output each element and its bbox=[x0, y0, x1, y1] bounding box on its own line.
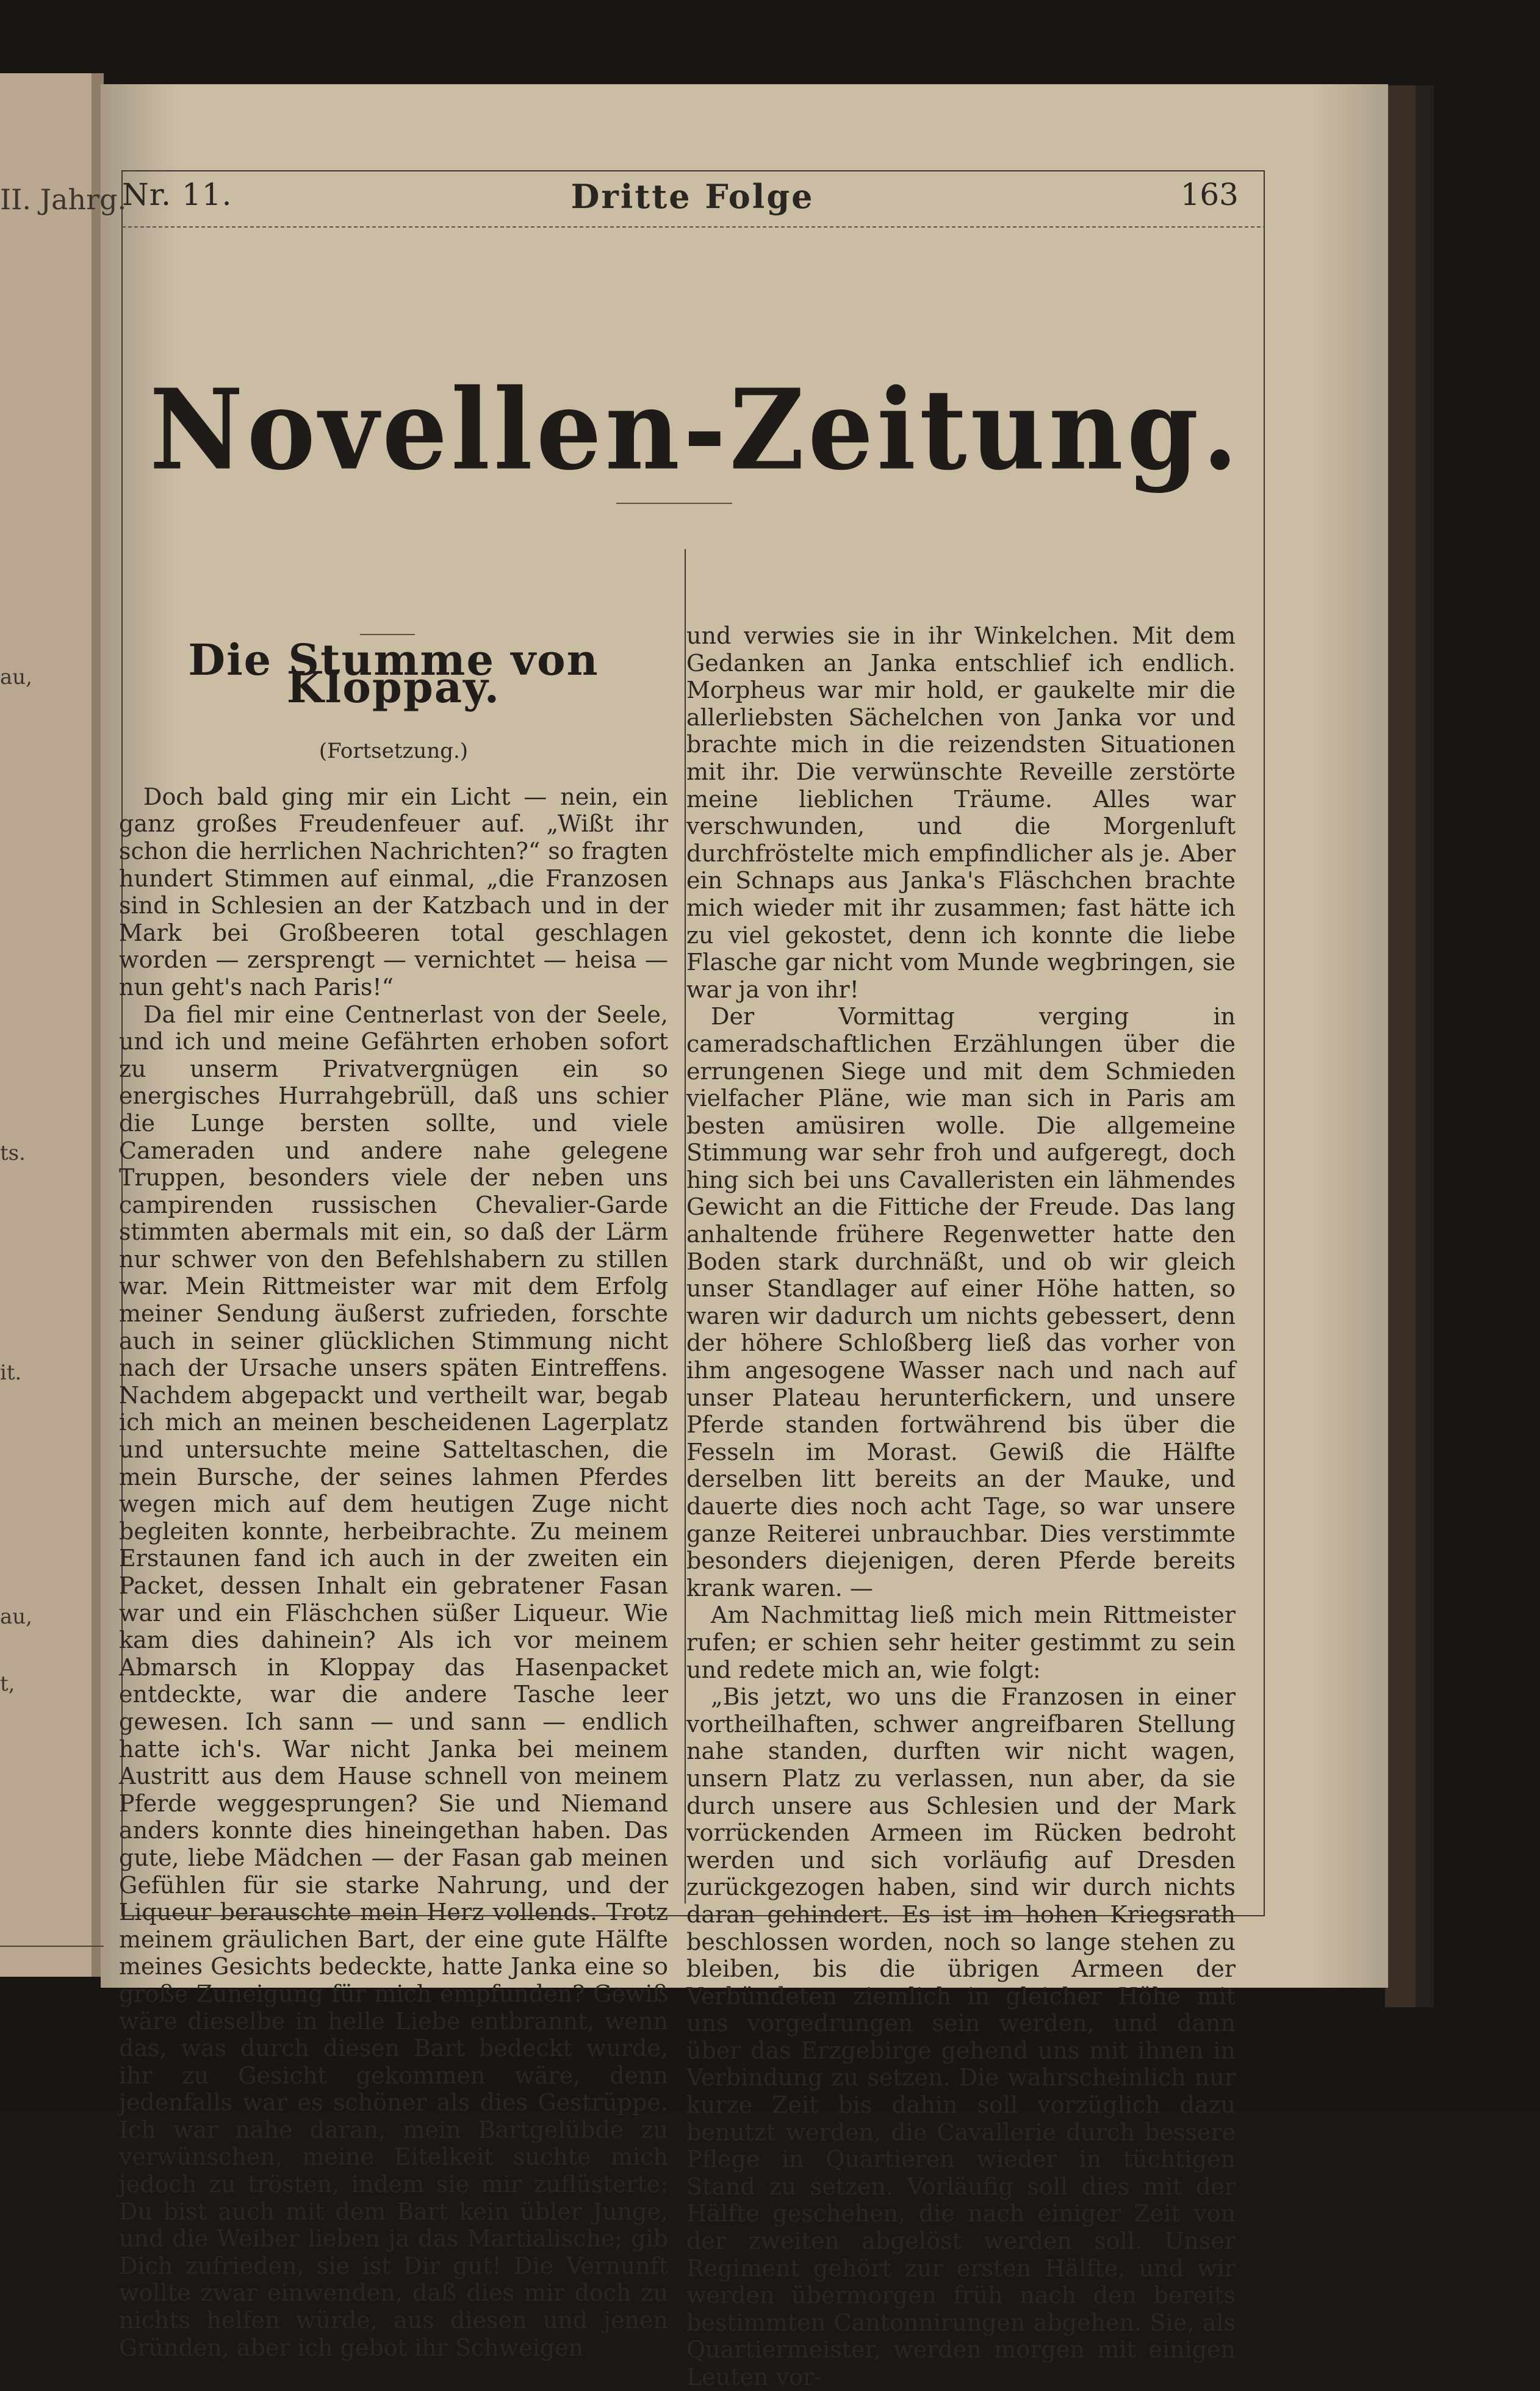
page-header bbox=[122, 177, 1263, 226]
paragraph: Doch bald ging mir ein Licht — nein, ein ganz großes Freudenfeuer auf. „Wißt ihr schon die herrlichen Nachrichten?“ so fragten hundert Stimmen auf einmal, „die Franzosen sind in Schlesien an der Katzbach und in der Mark bei Großbeeren total geschlagen worden — zersprengt — vernichtet — heisa — nun geht's nach Paris!“ bbox=[119, 783, 668, 1001]
issue-number: Nr. 11. bbox=[122, 177, 232, 212]
paragraph: Am Nachmittag ließ mich mein Rittmeister rufen; er schien sehr heiter gestimmt zu sein und redete mich an, wie folgt: bbox=[686, 1602, 1236, 1683]
paragraph: Der Vormittag verging in cameradschaftlichen Erzählungen über die errungenen Siege und mit dem Schmieden vielfacher Pläne, wie man sich in Paris am besten amüsiren wolle. Die allgemeine Stimmung war sehr froh und aufgeregt, doch hing sich bei uns Cavalleristen ein lähmendes Gewicht an die Fittiche der Freude. Das lang anhaltende frühere Regenwetter hatte den Boden stark durchnäßt, und ob wir gleich unser Standlager auf einer Höhe hatten, so waren wir dadurch um nichts gebessert, denn der höhere Schloßberg ließ das vorher von ihm angesogene Wasser nach und nach auf unser Plateau herunterfickern, und unsere Pferde standen fortwährend bis über die Fesseln im Morast. Gewiß die Hälfte derselben litt bereits an der Mauke, und dauerte dies noch acht Tage, so war unsere ganze Reiterei unbrauchbar. Dies verstimmte besonders diejenigen, deren Pferde bereits krank waren. — bbox=[686, 1003, 1236, 1602]
masthead: Novellen-Zeitung. bbox=[149, 364, 1242, 495]
facing-page bbox=[0, 73, 104, 1977]
column-right bbox=[686, 622, 1236, 2391]
paragraph: Da fiel mir eine Centnerlast von der Seele, und ich und meine Gefährten erhoben sofort zu unserm Privatvergnügen ein so energisches Hurrahgebrüll, daß uns schier die Lunge bersten sollte, und viele Cameraden und andere nahe gelegene Truppen, besonders viele der neben uns campirenden russischen Chevalier-Garde stimmten abermals mit ein, so daß der Lärm nur schwer von den Befehlshabern zu stillen war. Mein Rittmeister war mit dem Erfolg meiner Sendung äußerst zufrieden, forschte auch in seiner glücklichen Stimmung nicht nach der Ursache unsers späten Eintreffens. Nachdem abgepackt und vertheilt war, begab ich mich an meinen bescheidenen Lagerplatz und untersuchte meine Satteltaschen, die mein Bursche, der seines lahmen Pferdes wegen mich auf dem heutigen Zuge nicht begleiten konnte, herbeibrachte. Zu meinem Erstaunen fand ich auch in der zweiten ein Packet, dessen Inhalt ein gebratener Fasan war und ein Fläschchen süßer Liqueur. Wie kam dies dahinein? Als ich vor meinem Abmarsch in Kloppay das Hasenpacket entdeckte, war die andere Tasche leer gewesen. Ich sann — und sann — endlich hatte ich's. War nicht Janka bei meinem Austritt aus dem Hause schnell von meinem Pferde weggesprungen? Sie und Niemand anders konnte dies hineingethan haben. Das gute, liebe Mädchen — der Fasan gab meinen Gefühlen für sie starke Nahrung, und der Liqueur berauschte mein Herz vollends. Trotz meinem gräulichen Bart, der eine gute Hälfte meines Gesichts bedeckte, hatte Janka eine so große Zuneigung für mich empfunden? Gewiß wäre dieselbe in helle Liebe entbrannt, wenn das, was durch diesen Bart bedeckt wurde, ihr zu Gesicht gekommen wäre, denn jedenfalls war es schöner als dies Gestrüppe. Ich war nahe daran, mein Bartgelübde zu verwünschen, meine Eitelkeit suchte mich jedoch zu trösten, indem sie mir zuflüsterte: Du bist auch mit dem Bart kein übler Junge, und die Weiber lieben ja das Martialische; gib Dich zufrieden, sie ist Dir gut! Die Vernunft wollte zwar einwenden, daß dies mir doch zu nichts helfen würde, aus diesen und jenen Gründen, aber ich gebot ihr Schweigen bbox=[119, 1001, 668, 2361]
paragraph: und verwies sie in ihr Winkelchen. Mit dem Gedanken an Janka entschlief ich endlich. Morpheus war mir hold, er gaukelte mir die allerliebsten Sächelchen von Janka vor und brachte mich in die reizendsten Situationen mit ihr. Die verwünschte Reveille zerstörte meine lieblichen Träume. Alles war verschwunden, und die Morgenluft durchfröstelte mich empfindlicher als je. Aber ein Schnaps aus Janka's Fläschchen brachte mich wieder mit ihr zusammen; fast hätte ich zu viel gekostet, denn ich konnte die liebe Flasche gar nicht vom Munde wegbringen, sie war ja von ihr! bbox=[686, 622, 1236, 1003]
margin-fragment: au, bbox=[0, 665, 32, 689]
column-left bbox=[119, 635, 668, 2361]
article-title: Die Stumme von Kloppay. bbox=[188, 635, 599, 713]
article-subtitle: (Fortsetzung.) bbox=[318, 739, 469, 764]
margin-fragment: it. bbox=[0, 1361, 22, 1385]
margin-fragment: ts. bbox=[0, 1141, 26, 1165]
series-title: Dritte Folge bbox=[570, 177, 815, 216]
margin-fragment: au, bbox=[0, 1605, 32, 1629]
margin-fragment: t, bbox=[0, 1672, 15, 1696]
paragraph: „Bis jetzt, wo uns die Franzosen in einer vortheilhaften, schwer angreifbaren Stellung nahe standen, durften wir nicht wagen, unsern Platz zu verlassen, nun aber, da sie durch unsere aus Schlesien und der Mark vorrückenden Armeen im Rücken bedroht werden und sich vorläufig auf Dresden zurückgezogen haben, sind wir durch nichts daran gehindert. Es ist im hohen Kriegsrath beschlossen worden, noch so lange stehen zu bleiben, bis die übrigen Armeen der Verbündeten ziemlich in gleicher Höhe mit uns vorgedrungen sein werden, und dann über das Erzgebirge gehend uns mit ihnen in Verbindung zu setzen. Die wahrscheinlich nur kurze Zeit bis dahin soll vorzüglich dazu benutzt werden, die Cavallerie durch bessere Pflege in Quartieren wieder in tüchtigen Stand zu setzen. Vorläufig soll dies mit der Hälfte geschehen, die nach einiger Zeit von der zweiten abgelöst werden soll. Unser Regiment gehört zur ersten Hälfte, und wir werden übermorgen früh nach den bereits bestimmten Cantonnirungen abgehen. Sie, als Quartiermeister, werden morgen mit einigen Leuten vor- bbox=[686, 1683, 1236, 2390]
facing-page-header: II. Jahrg. bbox=[0, 183, 127, 216]
page bbox=[98, 85, 1391, 2390]
page-number: 163 bbox=[1180, 177, 1239, 212]
